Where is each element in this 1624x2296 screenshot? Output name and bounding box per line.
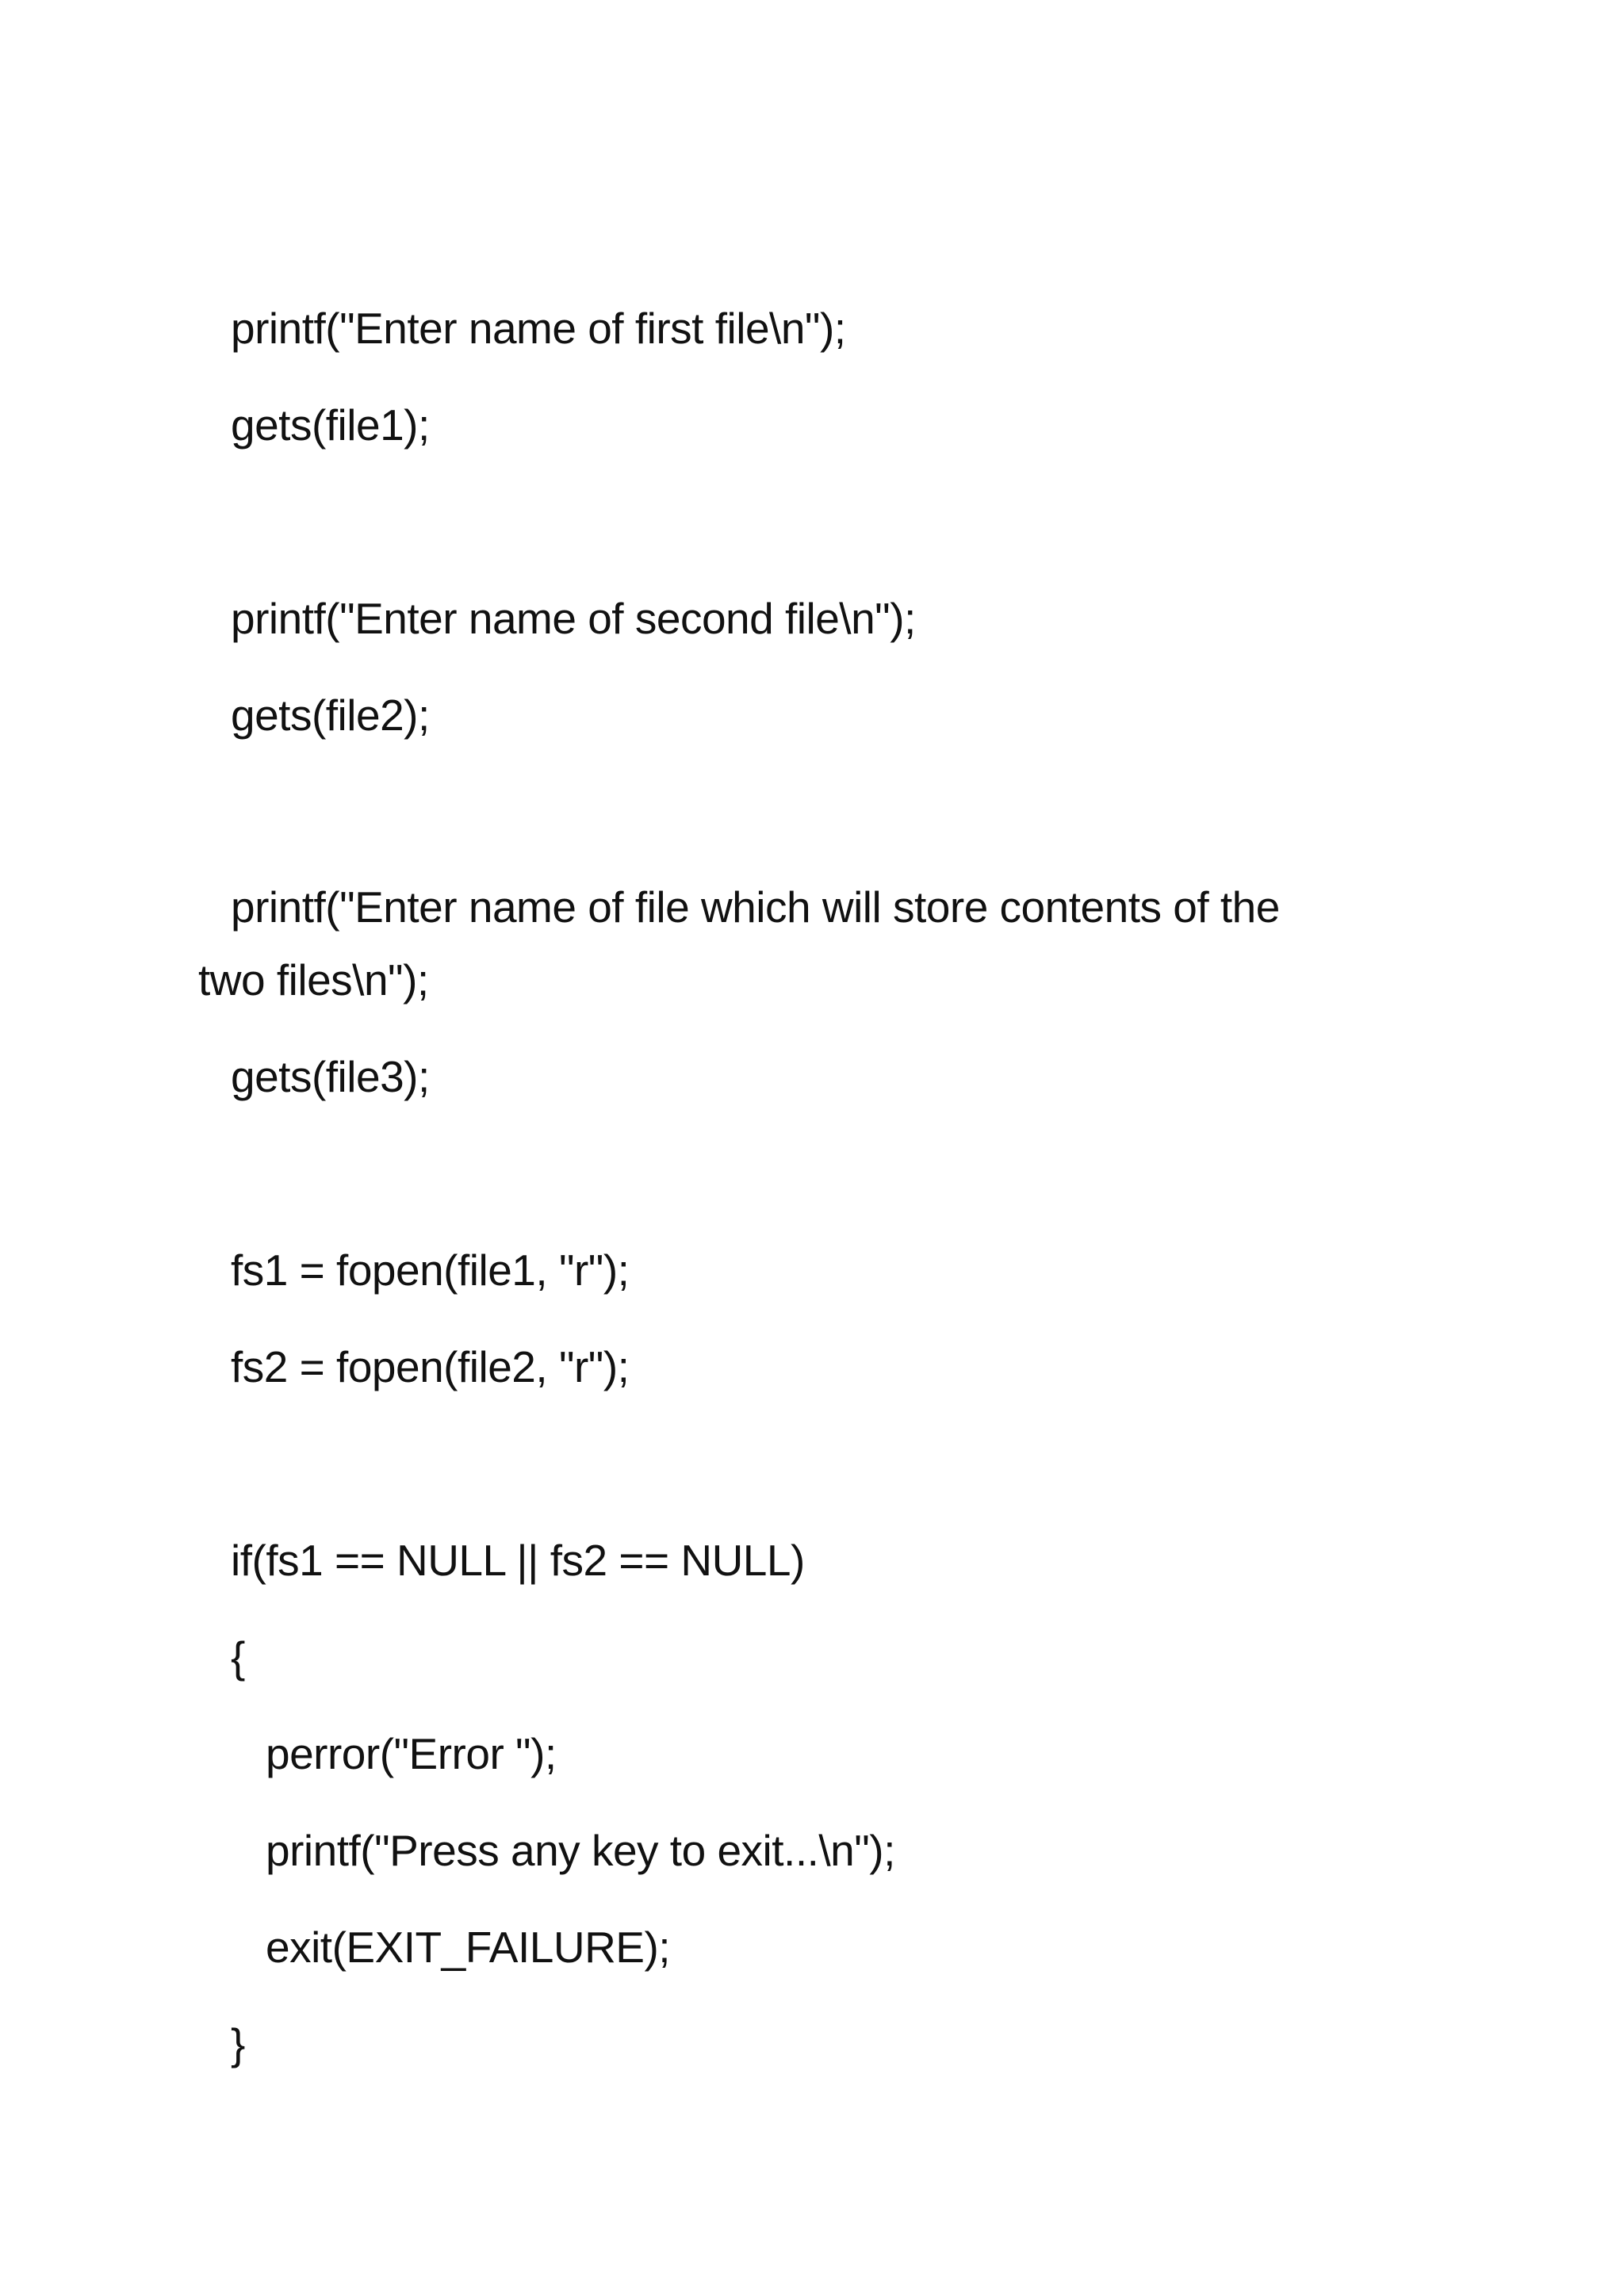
code-line: printf("Enter name of file which will store contents of the [231,882,1280,932]
code-line: two files\n"); [198,955,429,1004]
code-line: { [231,1632,245,1682]
code-line: gets(file2); [231,691,430,740]
code-line: exit(EXIT_FAILURE); [266,1923,671,1972]
code-line: printf("Enter name of first file\n"); [231,304,846,353]
code-line: fs2 = fopen(file2, "r"); [231,1342,630,1391]
code-line: perror("Error "); [266,1729,557,1778]
code-line: } [231,2019,245,2068]
code-line: printf("Enter name of second file\n"); [231,594,916,643]
code-line: gets(file1); [231,400,430,450]
code-line: if(fs1 == NULL || fs2 == NULL) [231,1536,805,1585]
code-line: fs1 = fopen(file1, "r"); [231,1246,630,1295]
code-line: gets(file3); [231,1052,430,1101]
code-line: printf("Press any key to exit...\n"); [266,1826,895,1875]
